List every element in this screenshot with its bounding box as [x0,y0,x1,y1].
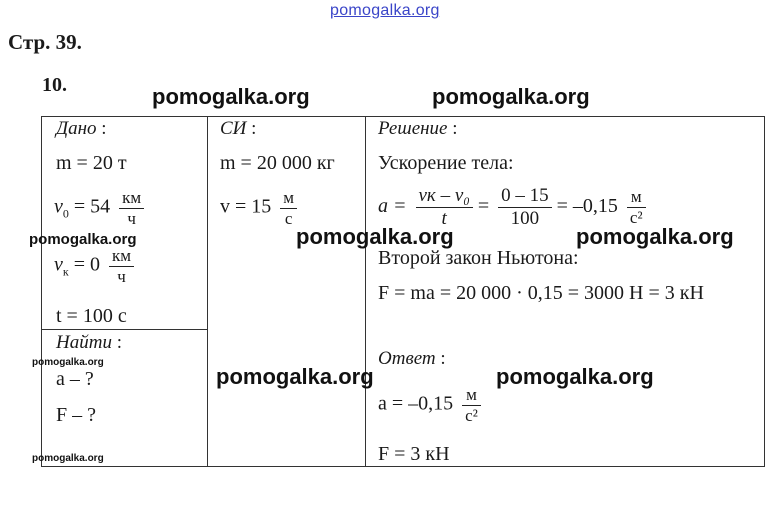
answer-header: Ответ : [378,348,446,369]
watermark: pomogalka.org [29,231,137,248]
answer-force: F = 3 кН [378,443,450,465]
watermark: pomogalka.org [432,84,590,109]
find-acceleration: a – ? [56,368,94,390]
acceleration-title: Ускорение тела: [378,152,514,174]
newton-equation: F = ma = 20 000 · 0,15 = 3000 Н = 3 кН [378,282,704,304]
newton-title: Второй закон Ньютона: [378,247,579,269]
given-time: t = 100 с [56,305,127,327]
watermark: pomogalka.org [32,357,104,368]
task-number: 10. [42,74,67,96]
answer-acceleration-unit: $\frac{м}{\text{с²}}$ [462,385,481,425]
watermark: pomogalka.org [152,84,310,109]
watermark: pomogalka.org [32,453,104,464]
si-speed-unit: $\frac{м}{с}$ [280,188,297,228]
solution-header: Решение : [378,118,458,139]
given-mass: m = 20 т [56,152,127,174]
acceleration-unit: $\frac{м}{\text{с²}}$ [627,187,646,227]
given-final-speed: $v_к = 0$ $\frac{км}{ч}$ [54,246,134,286]
speed-unit: $\frac{км}{ч}$ [119,188,144,228]
speed-unit: $\frac{км}{ч}$ [109,246,134,286]
answer-acceleration: a = –0,15 $\frac{м}{\text{с²}}$ [378,385,481,425]
si-speed: v = 15 $\frac{м}{с}$ [220,188,297,228]
given-initial-speed: $v_0 = 54$ $\frac{км}{ч}$ [54,188,144,228]
watermark: pomogalka.org [496,364,654,389]
given-header: Дано : [56,118,107,139]
site-link[interactable]: pomogalka.org [330,2,440,19]
page-reference: Стр. 39. [8,30,82,54]
formula-fraction: $\frac{\text{vк – v₀}}{t}$ [416,185,473,230]
watermark: pomogalka.org [216,364,374,389]
watermark: pomogalka.org [296,224,454,249]
find-force: F – ? [56,404,96,426]
acceleration-formula: a = $\frac{\text{vк – v₀}}{t}$ = $\frac{0 - 15}{100}$ = –0,15 $\frac{м}{\text{с²}}$ [378,185,646,230]
si-header: СИ : [220,118,257,139]
numeric-fraction: $\frac{0 - 15}{100}$ [498,185,552,230]
find-header: Найти : [56,332,122,353]
si-mass: m = 20 000 кг [220,152,335,174]
watermark: pomogalka.org [576,224,734,249]
